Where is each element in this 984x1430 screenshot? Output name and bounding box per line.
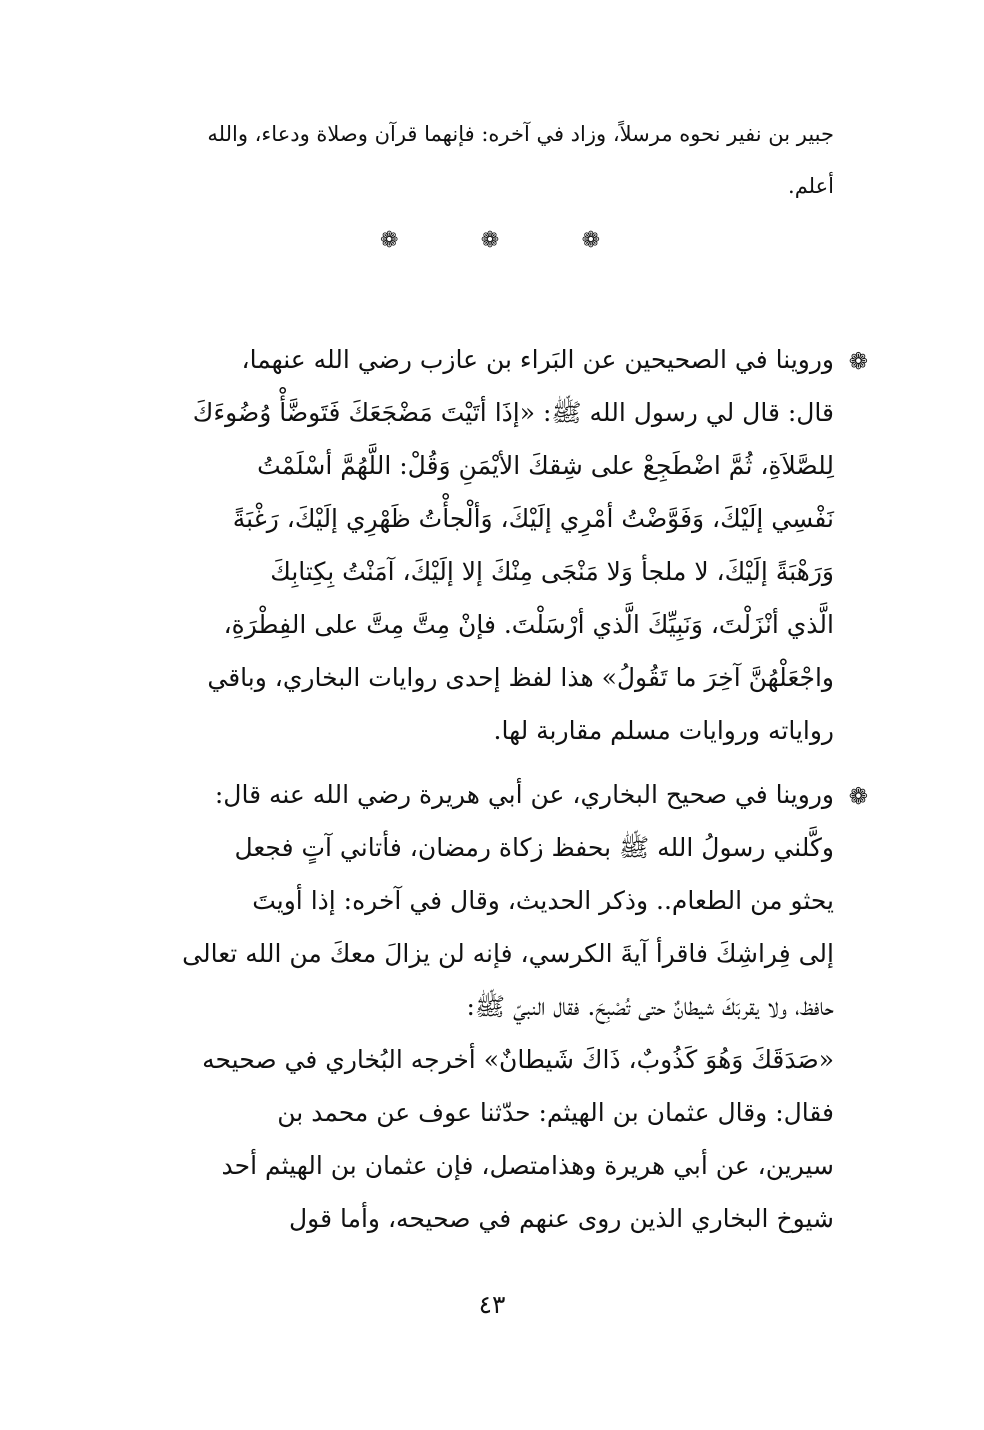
hadith-2-line: حافظ، ولا يقربَكَ شيطانٌ حتى تُصْبِحَ. فقال النبيّ ﷺ:: [466, 992, 834, 1021]
star-ornament-icon: ❁: [380, 228, 399, 253]
hadith-2-line: وروينا في صحيح البخاري، عن أبي هريرة رضي الله عنه قال:: [214, 780, 834, 809]
hadith-1-line: واجْعَلْهُنَّ آخِرَ ما تَقُولُ» هذا لفظ إحدى روايات البخاري، وباقي: [207, 663, 834, 692]
hadith-1-line: قال: قال لي رسول الله ﷺ: «إذَا أتَيْتَ مَضْجَعَكَ فَتَوضَّأْ وُضُوءَكَ: [192, 398, 834, 427]
hadith-1-line: رواياته وروايات مسلم مقاربة لها.: [493, 716, 834, 745]
hadith-1-line: وروينا في الصحيحين عن البَراء بن عازب رضي الله عنهما،: [241, 345, 834, 374]
hadith-2-line: «صَدَقَكَ وَهُوَ كَذُوبٌ، ذَاكَ شَيطانٌ» أخرجه البُخاري في صحيحه: [202, 1045, 834, 1074]
star-ornament-icon: ❁: [480, 228, 500, 253]
hadith-2-line: إلى فِراشِكَ فاقرأ آيةَ الكرسي، فإنه لن يزالَ معكَ من الله تعالى: [182, 939, 834, 968]
hadith-2-line: وكَّلني رسولُ الله ﷺ بحفظ زكاة رمضان، فأتاني آتٍ فجعل: [234, 833, 834, 862]
intro-line: أعلم.: [788, 174, 834, 198]
hadith-2-line: فقال: وقال عثمان بن الهيثم: حدّثنا عوف عن محمد بن: [277, 1098, 834, 1127]
hadith-2-line: يحثو من الطعام.. وذكر الحديث، وقال في آخره: إذا أويتَ: [252, 886, 834, 915]
intro-line: جبير بن نفير نحوه مرسلاً، وزاد في آخره: فإنهما قرآن وصلاة ودعاء، والله: [207, 122, 834, 146]
hadith-2-line: سيرين، عن أبي هريرة وهذامتصل، فإن عثمان بن الهيثم أحد: [221, 1151, 834, 1180]
hadith-1-line: الَّذي أنْزَلْتَ، وَنَبِيِّكَ الَّذي أرْسَلْتَ. فإنْ مِتَّ مِتَّ على الفِطْرَةِ،: [223, 610, 834, 639]
page-number: ٤٣: [478, 1290, 506, 1319]
hadith-2-line: شيوخ البخاري الذين روى عنهم في صحيحه، وأما قول: [289, 1204, 834, 1233]
hadith-1-line: نَفْسِي إلَيْكَ، وَفَوَّضْتُ أمْرِي إلَيْكَ، وَألْجأْتُ ظَهْرِي إلَيْكَ، رَغْبَةً: [232, 504, 834, 533]
hadith-1-line: لِلصَّلاَةِ، ثُمَّ اضْطَجِعْ على شِقكَ الأيْمَنِ وَقُلْ: اللَّهُمَّ أسْلَمْتُ: [257, 451, 834, 480]
hadith-1-line: وَرَهْبَةً إلَيْكَ، لا ملجأ وَلا مَنْجَى مِنْكَ إلا إلَيْكَ، آمَنْتُ بِكِتابِكَ: [270, 557, 834, 586]
hadith-2-bullet-icon: ❁: [848, 784, 868, 810]
star-ornament-icon: ❁: [581, 228, 600, 253]
hadith-1-bullet-icon: ❁: [848, 349, 868, 375]
section-separator: [380, 230, 600, 252]
